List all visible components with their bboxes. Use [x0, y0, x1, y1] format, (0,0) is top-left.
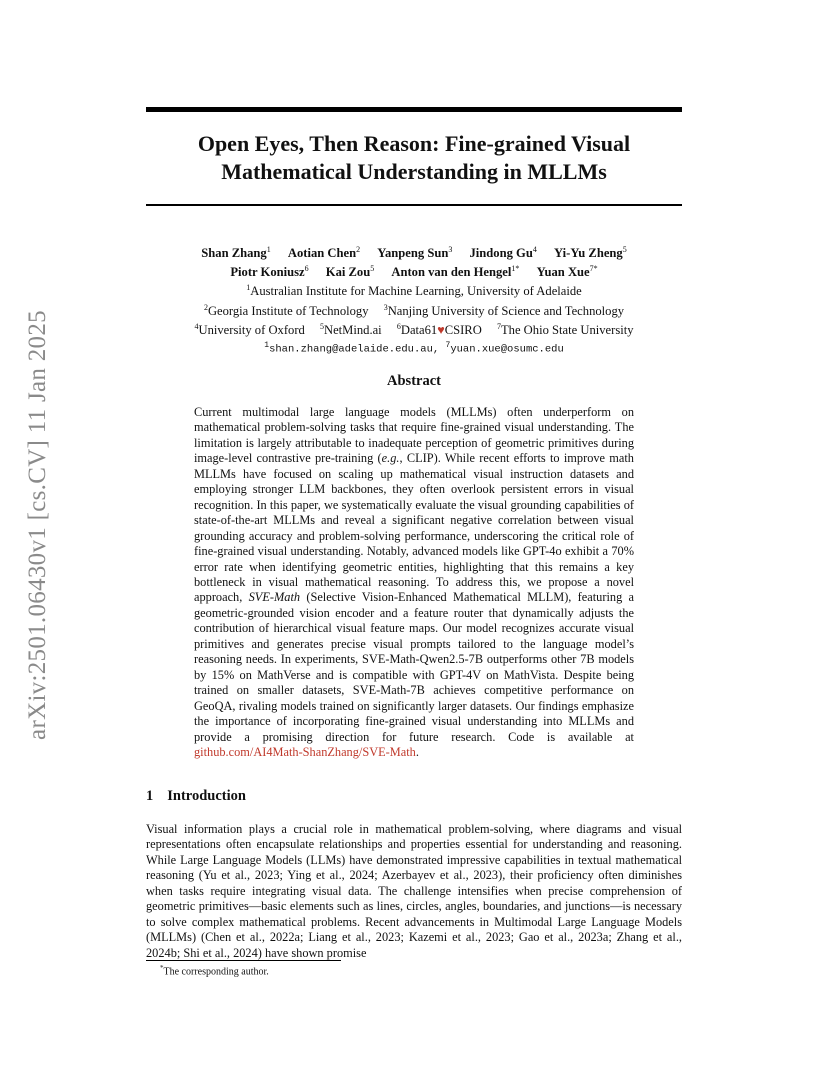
author: Piotr Koniusz$^6$: [230, 264, 309, 280]
section-heading: [146, 788, 246, 805]
author: Shan Zhang$^1$: [201, 245, 271, 261]
author-names-line-2: [146, 261, 682, 280]
affiliation: Georgia Institute of Technology: [207, 303, 369, 318]
affiliation-line-2: $^2$Georgia Institute of Technology $^3$Nanjing University of Science and Technology: [203, 302, 625, 318]
title-top-rule: [146, 107, 682, 112]
affiliation: NetMind.ai: [323, 322, 382, 337]
author: Anton van den Hengel$^{1*}$: [391, 264, 520, 280]
arxiv-stamp: arXiv:2501.06430v1 [cs.CV] 11 Jan 2025: [24, 310, 51, 740]
introduction-body: Visual information plays a crucial role in mathematical problem-solving, where diagrams and visual representations often encapsulate relationships and properties essential for understanding and reasoning. While Large Language Models (LLMs) have demonstrated impressive capabilities in textual mathematical reasoning (Yu et al., 2023; Ying et al., 2024; Azerbayev et al., 2023), their proficiency often diminishes when tasks require integrating visual data. The challenge intensifies when precise comprehension of geometric primitives—basic elements such as lines, circles, angles, boundaries, and junctions—is necessary to solve complex mathematical problems. Recent advancements in Multimodal Large Language Models (MLLMs) (Chen et al., 2022a; Liang et al., 2023; Kazemi et al., 2023; Gao et al., 2023a; Zhang et al., 2024b; Shi et al., 2024) have shown promise: [146, 822, 682, 960]
author-names-line-1: [146, 242, 682, 261]
heart-icon: ♥: [437, 322, 445, 337]
title-bottom-rule: [146, 204, 682, 206]
email: yuan.xue@osumc.edu: [450, 343, 564, 356]
title-line-1: Open Eyes, Then Reason: Fine-grained Visual: [197, 131, 631, 156]
footnote: *The corresponding author.: [160, 964, 269, 978]
author: Jindong Gu$^4$: [469, 245, 537, 261]
paper-title: [146, 130, 682, 186]
author-block: [146, 242, 682, 357]
title-line-2: Mathematical Understanding in MLLMs: [221, 159, 607, 184]
affiliation-line-1: $^1$Australian Institute for Machine Learning, University of Adelaide: [246, 283, 582, 299]
email: shan.zhang@adelaide.edu.au,: [269, 343, 440, 356]
author: Yanpeng Sun$^3$: [377, 245, 453, 261]
section-number: 1: [146, 788, 154, 804]
email-line: $^1$shan.zhang@adelaide.edu.au, $^7$yuan.xue@osumc.edu: [264, 340, 564, 356]
affiliation: Nanjing University of Science and Technology: [387, 303, 625, 318]
affiliation: University of Oxford: [198, 322, 305, 337]
author: Kai Zou$^5$: [325, 264, 375, 280]
affiliation: Australian Institute for Machine Learning, University of Adelaide: [250, 284, 582, 299]
affiliation-line-3: $^4$University of Oxford $^5$NetMind.ai $^6$Data61♥CSIRO $^7$The Ohio State University: [194, 321, 634, 337]
code-link[interactable]: github.com/AI4Math-ShanZhang/SVE-Math: [194, 744, 416, 759]
abstract-body: Current multimodal large language models (MLLMs) often underperform on mathematical problem-solving tasks that require fine-grained visual understanding. The limitation is largely attributable to inadequate perception of geometric primitives during image-level contrastive pre-training (e.g., CLIP). While recent efforts to improve math MLLMs have focused on scaling up mathematical visual instruction datasets and employing stronger LLM backbones, they often overlook persistent errors in visual recognition. In this paper, we systematically evaluate the visual grounding capabilities of state-of-the-art MLLMs and reveal a significant negative correlation between visual grounding accuracy and problem-solving performance, underscoring the critical role of fine-grained visual understanding. Notably, advanced models like GPT-4o exhibit a 70% error rate when identifying geometric entities, highlighting that this remains a key bottleneck in visual mathematical reasoning. To address this, we propose a novel approach, SVE-Math (Selective Vision-Enhanced Mathematical MLLM), featuring a geometric-grounded vision encoder and a feature router that dynamically adjusts the contribution of hierarchical visual feature maps. Our model recognizes accurate visual primitives and generates precise visual prompts tailored to the language model’s reasoning needs. In experiments, SVE-Math-Qwen2.5-7B outperforms other 7B models by 15% on MathVerse and is compatible with GPT-4V on MathVista. Despite being trained on smaller datasets, SVE-Math-7B achieves competitive performance on GeoQA, rivaling models trained on significantly larger datasets. Our findings emphasize the importance of incorporating fine-grained visual understanding into MLLMs and provide a promising direction for future research. Code is available at github.com/AI4Math-ShanZhang/SVE-Math.: [194, 405, 635, 759]
author: Yi-Yu Zheng$^5$: [554, 245, 627, 261]
affiliation: The Ohio State University: [500, 322, 634, 337]
abstract-heading: Abstract: [387, 373, 441, 389]
footnote-rule: [146, 960, 341, 961]
author: Yuan Xue$^{7*}$: [536, 264, 598, 280]
section-title: Introduction: [167, 788, 246, 804]
author: Aotian Chen$^2$: [287, 245, 361, 261]
affiliation: Data61: [400, 322, 438, 337]
